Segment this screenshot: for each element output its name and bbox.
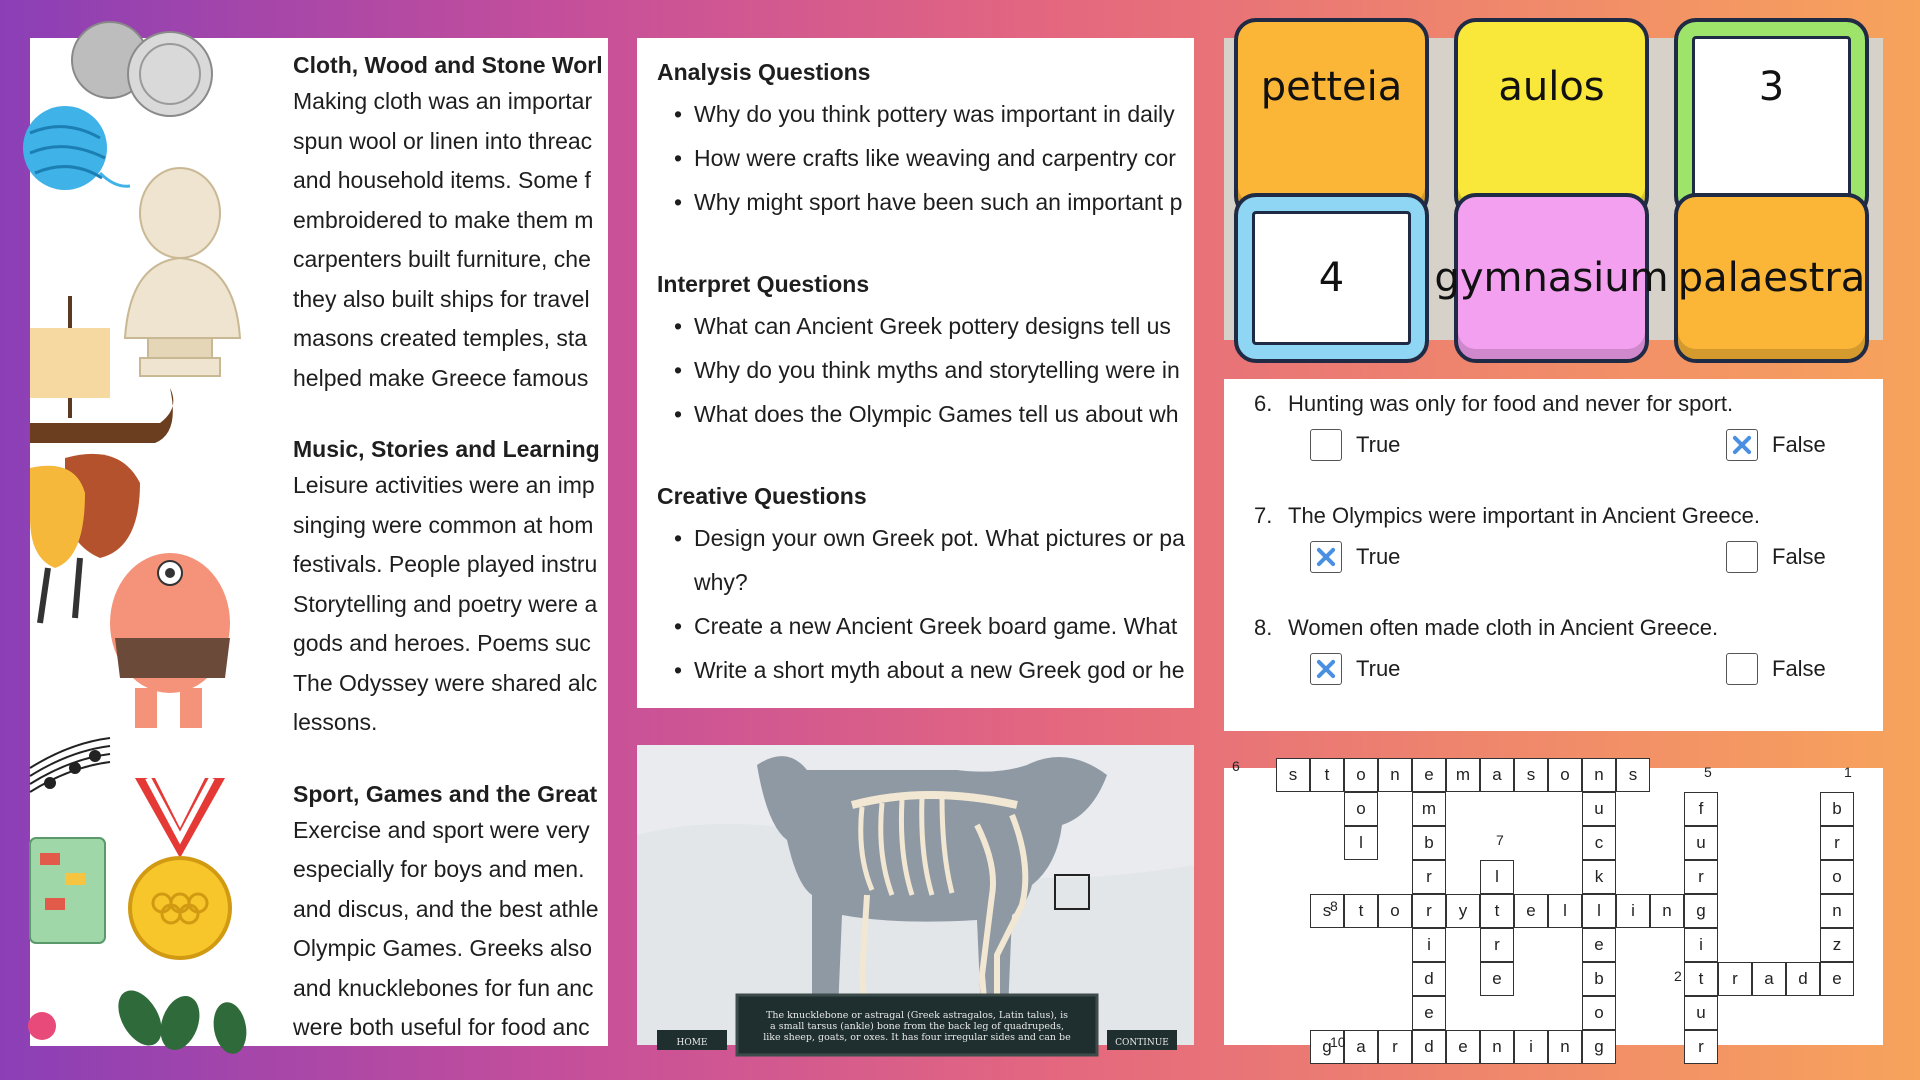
crossword-cell[interactable]: t: [1344, 894, 1378, 928]
crossword-cell[interactable]: m: [1446, 758, 1480, 792]
crossword-cell[interactable]: r: [1378, 1030, 1412, 1064]
question-item: • Create a new Ancient Greek board game. What: [694, 604, 1357, 648]
crossword-cell[interactable]: e: [1820, 962, 1854, 996]
text-line: spun wool or linen into threac: [293, 127, 593, 154]
text-line: lessons.: [293, 709, 378, 735]
crossword-cell[interactable]: a: [1344, 1030, 1378, 1064]
text-line: were both useful for food anc: [293, 1014, 590, 1040]
crossword-cell[interactable]: k: [1582, 860, 1616, 894]
crossword-cell[interactable]: n: [1650, 894, 1684, 928]
crossword-cell[interactable]: n: [1548, 1030, 1582, 1064]
question-heading: Creative Questions: [657, 483, 867, 509]
question-item: • What does the Olympic Games tell us about wh: [694, 392, 1357, 436]
crossword-cell[interactable]: n: [1378, 758, 1412, 792]
crossword-cell[interactable]: i: [1616, 894, 1650, 928]
crossword-cell[interactable]: e: [1412, 758, 1446, 792]
crossword-cell[interactable]: o: [1548, 758, 1582, 792]
true-label: True: [1356, 544, 1401, 569]
false-label: False: [1772, 656, 1826, 681]
questions-panel: [637, 38, 1194, 708]
true-checkbox[interactable]: [1310, 653, 1342, 685]
crossword-cell[interactable]: e: [1514, 894, 1548, 928]
question-item: • What can Ancient Greek pottery designs tell us: [694, 304, 1357, 348]
true-label: True: [1356, 656, 1401, 681]
crossword-cell[interactable]: b: [1820, 792, 1854, 826]
question-7: [1254, 503, 1760, 529]
question-heading: Interpret Questions: [657, 271, 870, 297]
text-line: Leisure activities were an imp: [293, 472, 595, 498]
caption-line-1: The knucklebone or astragal (Greek astragalos, Latin talus), is: [765, 1010, 1069, 1021]
continue-button[interactable]: CONTINUE: [1115, 1038, 1169, 1048]
crossword-cell[interactable]: i: [1412, 928, 1446, 962]
clue-number: 6: [1232, 758, 1240, 774]
section-gap: [293, 743, 693, 777]
text-line: Exercise and sport were very: [293, 816, 590, 843]
question-item: • Why do you think pottery was important in daily: [694, 92, 1357, 136]
text-line: carpenters built furniture, che: [293, 246, 591, 272]
true-checkbox[interactable]: [1310, 541, 1342, 573]
crossword-cell[interactable]: l: [1344, 826, 1378, 860]
crossword-cell[interactable]: i: [1684, 928, 1718, 962]
crossword-cell[interactable]: m: [1412, 792, 1446, 826]
crossword-cell[interactable]: n: [1480, 1030, 1514, 1064]
crossword-cell[interactable]: r: [1480, 928, 1514, 962]
game-tile[interactable]: 4: [1234, 193, 1429, 363]
question-item: • Design your own Greek pot. What pictures or pa: [694, 516, 1357, 560]
crossword-cell[interactable]: e: [1412, 996, 1446, 1030]
question-number: 8.: [1254, 615, 1273, 640]
question-item: • Why might sport have been such an important p: [694, 180, 1357, 224]
crossword-cell[interactable]: y: [1446, 894, 1480, 928]
true-label: True: [1356, 432, 1401, 457]
game-tile[interactable]: palaestra: [1674, 193, 1869, 363]
clue-number: 10: [1330, 1034, 1346, 1050]
game-tile[interactable]: 3: [1674, 18, 1869, 218]
cyclops-icon: [110, 553, 230, 728]
fish-icon: [28, 1012, 56, 1040]
text-line: they also built ships for travel: [293, 285, 590, 312]
crossword-cell[interactable]: b: [1412, 826, 1446, 860]
crossword-cell[interactable]: e: [1480, 962, 1514, 996]
home-button[interactable]: HOME: [676, 1038, 708, 1048]
crossword-cell[interactable]: f: [1684, 792, 1718, 826]
crossword-cell[interactable]: o: [1820, 860, 1854, 894]
game-board: [1224, 38, 1883, 340]
text-line: Making cloth was an importar: [293, 88, 593, 114]
crossword-cell[interactable]: l: [1582, 894, 1616, 928]
clue-number: 2: [1674, 968, 1682, 984]
crossword-cell[interactable]: z: [1820, 928, 1854, 962]
section-heading: Cloth, Wood and Stone Worl: [293, 52, 603, 78]
question-item: • How were crafts like weaving and carpentry cor: [694, 136, 1357, 180]
false-checkbox[interactable]: [1726, 541, 1758, 573]
crossword-cell[interactable]: b: [1582, 962, 1616, 996]
crossword-cell[interactable]: u: [1684, 996, 1718, 1030]
caption-line-3: like sheep, goats, or oxes. It has four irregular sides and can be: [763, 1032, 1071, 1043]
crossword-cell[interactable]: r: [1820, 826, 1854, 860]
text-line: The Odyssey were shared alc: [293, 669, 598, 696]
clue-number: 1: [1844, 764, 1852, 780]
text-line: and knucklebones for fun anc: [293, 974, 594, 1001]
crossword-cell[interactable]: o: [1344, 792, 1378, 826]
olive-leaves-icon: [109, 983, 250, 1056]
section-heading: Music, Stories and Learning: [293, 436, 600, 462]
clue-number: 5: [1704, 764, 1712, 780]
crossword-cell[interactable]: r: [1412, 860, 1446, 894]
reading-text: [293, 48, 693, 1048]
question-item: • Write a short myth about a new Greek god or he: [694, 648, 1357, 692]
crossword-cell[interactable]: e: [1446, 1030, 1480, 1064]
option-false[interactable]: [1726, 429, 1826, 461]
crossword-cell[interactable]: s: [1514, 758, 1548, 792]
crossword-cell[interactable]: d: [1412, 1030, 1446, 1064]
crossword-cell[interactable]: e: [1582, 928, 1616, 962]
reading-panel: [30, 38, 608, 1046]
option-true[interactable]: [1310, 429, 1400, 461]
crossword-cell[interactable]: a: [1752, 962, 1786, 996]
knucklebone-panel: [637, 745, 1194, 1048]
question-item: • Why do you think myths and storytelling were in: [694, 348, 1357, 392]
true-checkbox[interactable]: [1310, 429, 1342, 461]
text-line: embroidered to make them m: [293, 206, 594, 233]
option-false[interactable]: [1726, 653, 1826, 685]
board-game-icon: [30, 838, 105, 943]
crossword-cell[interactable]: i: [1514, 1030, 1548, 1064]
question-heading: Analysis Questions: [657, 59, 871, 85]
text-line: festivals. People played instru: [293, 551, 598, 577]
text-line: singing were common at hom: [293, 511, 594, 538]
false-checkbox[interactable]: [1726, 429, 1758, 461]
game-tile[interactable]: gymnasium: [1454, 193, 1649, 363]
question-text: Hunting was only for food and never for sport.: [1288, 391, 1734, 416]
animal-skeleton-illustration: [637, 745, 1194, 1048]
greek-illustrations: [30, 38, 290, 1046]
crossword-cell[interactable]: l: [1480, 860, 1514, 894]
crossword-cell[interactable]: g: [1582, 1030, 1616, 1064]
text-line: especially for boys and men.: [293, 856, 585, 882]
false-label: False: [1772, 432, 1826, 457]
crossword-cell[interactable]: l: [1548, 894, 1582, 928]
coins-icon: [72, 22, 212, 116]
section-heading: Sport, Games and the Great: [293, 780, 598, 807]
crossword-cell[interactable]: t: [1684, 962, 1718, 996]
crossword-cell[interactable]: o: [1344, 758, 1378, 792]
game-tile[interactable]: petteia: [1234, 18, 1429, 218]
crossword-cell[interactable]: o: [1378, 894, 1412, 928]
clue-number: 7: [1496, 832, 1504, 848]
crossword-cell[interactable]: g: [1684, 894, 1718, 928]
crossword-cell[interactable]: d: [1412, 962, 1446, 996]
text-line: helped make Greece famous: [293, 364, 589, 391]
question-6: [1254, 391, 1733, 417]
game-tile[interactable]: aulos: [1454, 18, 1649, 218]
question-number: 6.: [1254, 391, 1273, 416]
text-line: and discus, and the best athle: [293, 895, 599, 922]
question-8: [1254, 615, 1718, 641]
crossword-cell[interactable]: c: [1582, 826, 1616, 860]
crossword-cell[interactable]: r: [1718, 962, 1752, 996]
text-line: masons created temples, sta: [293, 325, 588, 351]
clue-number: 8: [1330, 898, 1338, 914]
text-line: Storytelling and poetry were a: [293, 590, 598, 617]
option-true[interactable]: [1310, 653, 1400, 685]
crossword-cell[interactable]: o: [1582, 996, 1616, 1030]
crossword-cell[interactable]: t: [1480, 894, 1514, 928]
crossword-cell[interactable]: r: [1412, 894, 1446, 928]
question-number: 7.: [1254, 503, 1273, 528]
false-checkbox[interactable]: [1726, 653, 1758, 685]
question-text: The Olympics were important in Ancient Greece.: [1288, 503, 1760, 528]
option-false[interactable]: [1726, 541, 1826, 573]
crossword-cell[interactable]: n: [1582, 758, 1616, 792]
crossword-cell[interactable]: u: [1582, 792, 1616, 826]
true-false-panel: [1224, 379, 1883, 731]
crossword-cell[interactable]: s: [1276, 758, 1310, 792]
crossword-cell[interactable]: s: [1616, 758, 1650, 792]
crossword-cell[interactable]: r: [1684, 1030, 1718, 1064]
section-gap: [293, 398, 693, 432]
crossword-cell[interactable]: d: [1786, 962, 1820, 996]
crossword-cell[interactable]: g: [1310, 1030, 1344, 1064]
olympic-medal-icon: [130, 778, 230, 958]
false-label: False: [1772, 544, 1826, 569]
greek-bust-icon: [125, 168, 240, 376]
question-text: Women often made cloth in Ancient Greece.: [1288, 615, 1719, 640]
text-line: gods and heroes. Poems suc: [293, 630, 591, 656]
crossword-cell[interactable]: u: [1684, 826, 1718, 860]
question-item: why?: [694, 569, 748, 595]
crossword-cell[interactable]: t: [1310, 758, 1344, 792]
crossword-panel: [1224, 758, 1883, 1056]
crossword-cell[interactable]: n: [1820, 894, 1854, 928]
option-true[interactable]: [1310, 541, 1400, 573]
text-line: Olympic Games. Greeks also: [293, 935, 593, 961]
crossword-cell[interactable]: s: [1310, 894, 1344, 928]
music-notes-icon: [30, 738, 110, 792]
crossword-cell[interactable]: r: [1684, 860, 1718, 894]
crossword-cell[interactable]: a: [1480, 758, 1514, 792]
caption-line-2: a small tarsus (ankle) bone from the back leg of quadrupeds,: [770, 1021, 1064, 1032]
text-line: and household items. Some f: [293, 167, 591, 193]
yarn-ball-icon: [23, 106, 130, 190]
